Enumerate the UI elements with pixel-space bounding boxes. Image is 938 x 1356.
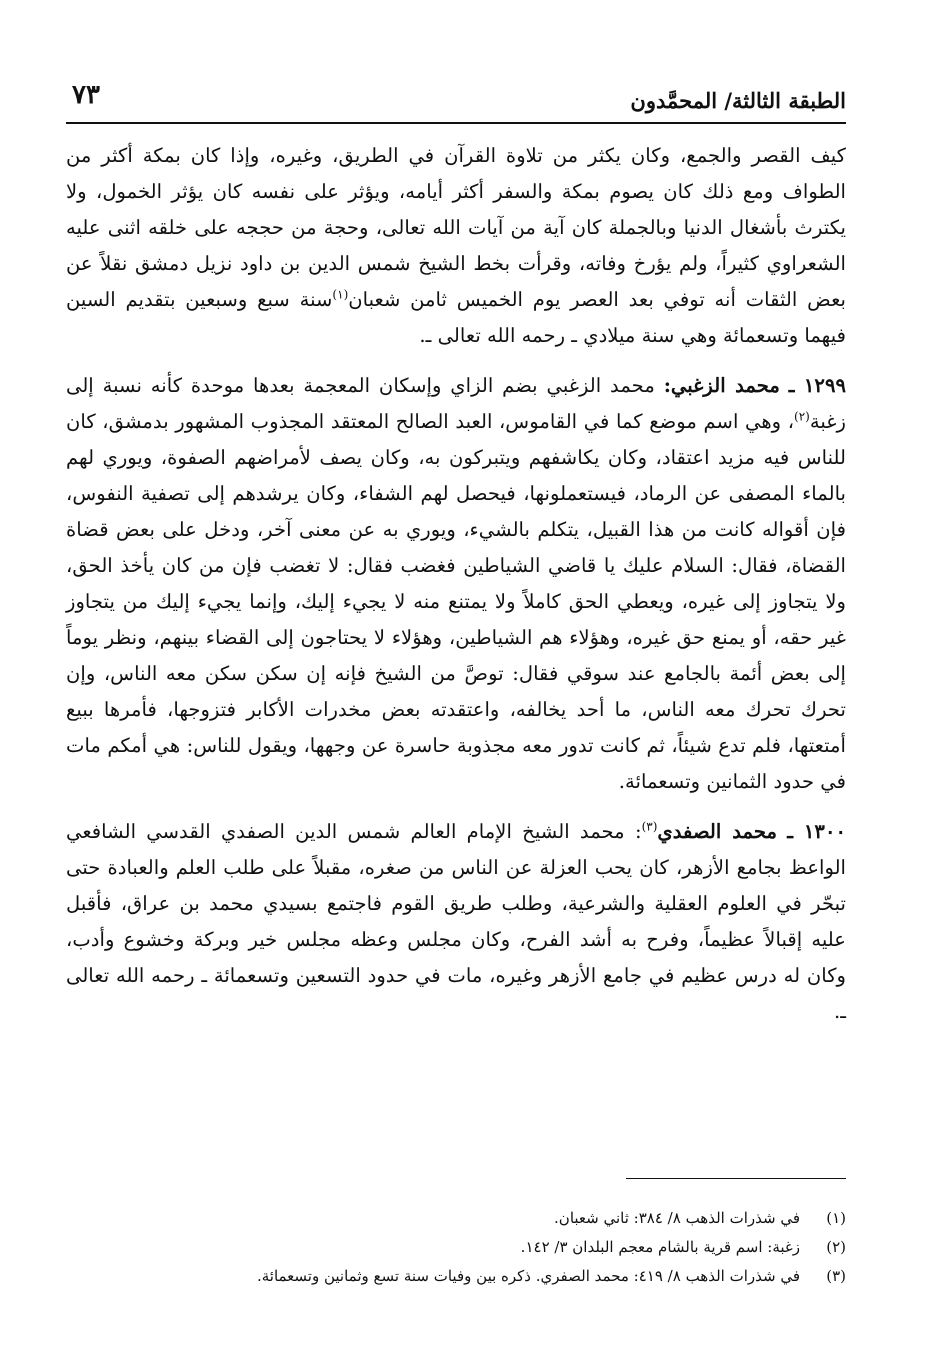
entry-number: ١٢٩٩ ـ — [788, 374, 847, 397]
footnote-text: زغبة: اسم قرية بالشام معجم البلدان ٣/ ١٤٢. — [520, 1238, 800, 1256]
entry-name: محمد الزغبي: — [663, 374, 780, 397]
paragraph-text: : محمد الشيخ الإمام العالم شمس الدين الصفدي القدسي الشافعي الواعظ بجامع الأزهر، كان يحب العزلة عن الناس من صغره، مقبلاً على طلب العلم والعبادة حتى تبحّر في العلوم العقلية والشرعية، وطلب طريق القوم فاجتمع بسيدي محمد بن عراق، فأقبل عليه إقبالاً عظيماً، وفرح به أشد الفرح، وكان مجلس وعظه مجلس خير وبركة وخشوع وأدب، وكان له درس عظيم في جامع الأزهر وغيره، مات في حدود التسعين وتسعمائة ـ رحمه الله تعالى ـ. — [66, 820, 846, 1023]
footnote-text: في شذرات الذهب ٨/ ٤١٩: محمد الصفري. ذكره بين وفيات سنة تسع وثمانين وتسعمائة. — [256, 1267, 800, 1285]
footnote-number: (١) — [826, 1209, 846, 1227]
footnotes — [66, 1204, 846, 1291]
footnote-number: (٣) — [826, 1267, 846, 1285]
entry-number: ١٣٠٠ ـ — [787, 820, 847, 843]
footnote-ref: (٢) — [794, 409, 810, 424]
footnote — [66, 1204, 846, 1233]
paragraph-text: سنة سبع وسبعين بتقديم السين فيهما وتسعمائة وهي سنة ميلادي ـ رحمه الله تعالى ـ. — [66, 288, 846, 347]
paragraph-text: محمد الزغبي بضم الزاي وإسكان المعجمة بعدها موحدة كأنه نسبة إلى زغبة — [66, 374, 846, 433]
footnote-number: (٢) — [826, 1238, 846, 1256]
page-header — [66, 78, 846, 124]
paragraph-continuation — [66, 138, 846, 354]
paragraph-text: ، وهي اسم موضع كما في القاموس، العبد الصالح المعتقد المجذوب المشهور بدمشق، كان للناس فيه مزيد اعتقاد، وكان يكاشفهم ويتبركون به، وكان يصف لأمراضهم الصفوة، ويوري لهم بالماء المصفى عن الرماد، فيستعملونها، فيحصل لهم الشفاء، وكان يرشدهم إلى تصفية النفوس، فإن أقواله كانت من هذا القبيل، يتكلم بالشيء، ويوري به عن معنى آخر، ودخل على بعض قضاة القضاة، فقال: السلام عليك يا قاضي الشياطين فغضب فقال: لا تغضب فإن من كان يأخذ الحق، ولا يتجاوز إلى غيره، ويعطي الحق كاملاً ولا يمتنع منه لا يجيء إليك، وإنما يجيء إليك من يتجاوز غير حقه، أو يمنع حق غيره، وهؤلاء هم الشياطين، وهؤلاء لا يحتاجون إلى القضاء بينهم، ونظر يوماً إلى بعض أئمة بالجامع عند سوقي فقال: توصَّ من الشيخ فإنه إن سكن سكن معه الناس، وإن تحرك تحرك معه الناس، ما أحد يخالفه، واعتقدته بعض مخدرات الأكابر فتزوجها، فأمرها ببيع أمتعتها، فلم تدع شيئاً، ثم كانت تدور معه مجذوبة حاسرة عن وجهها، ويقول للناس: هي أمكم مات في حدود الثمانين وتسعمائة. — [66, 410, 846, 793]
running-title: الطبقة الثالثة/ المحمَّدون — [630, 88, 846, 113]
footnote-ref: (٣) — [641, 819, 658, 834]
footnote-divider — [626, 1178, 846, 1179]
page-number: ٧٣ — [72, 80, 100, 110]
footnote — [66, 1262, 846, 1291]
main-text — [66, 138, 846, 1044]
paragraph-text: كيف القصر والجمع، وكان يكثر من تلاوة القرآن في الطريق، وغيره، وإذا كان بمكة أكثر من الطواف ومع ذلك كان يصوم بمكة والسفر أكثر أيامه، ويؤثر على نفسه كان يؤثر الخمول، ولا يكترث بأشغال الدنيا وبالجملة كان آية من آيات الله تعالى، وحجة من حججه على خلقه اثنى عليه الشعراوي كثيراً، ولم يؤرخ وفاته، وقرأت بخط الشيخ شمس الدين بن داود نزيل دمشق نقلاً عن بعض الثقات أنه توفي بعد العصر يوم الخميس ثامن شعبان — [66, 144, 846, 311]
footnote-text: في شذرات الذهب ٨/ ٣٨٤: ثاني شعبان. — [554, 1209, 800, 1227]
footnote-ref: (١) — [332, 287, 349, 302]
footnote — [66, 1233, 846, 1262]
entry-1300 — [66, 814, 846, 1030]
entry-1299 — [66, 368, 846, 800]
entry-name: محمد الصفدي — [657, 820, 777, 843]
